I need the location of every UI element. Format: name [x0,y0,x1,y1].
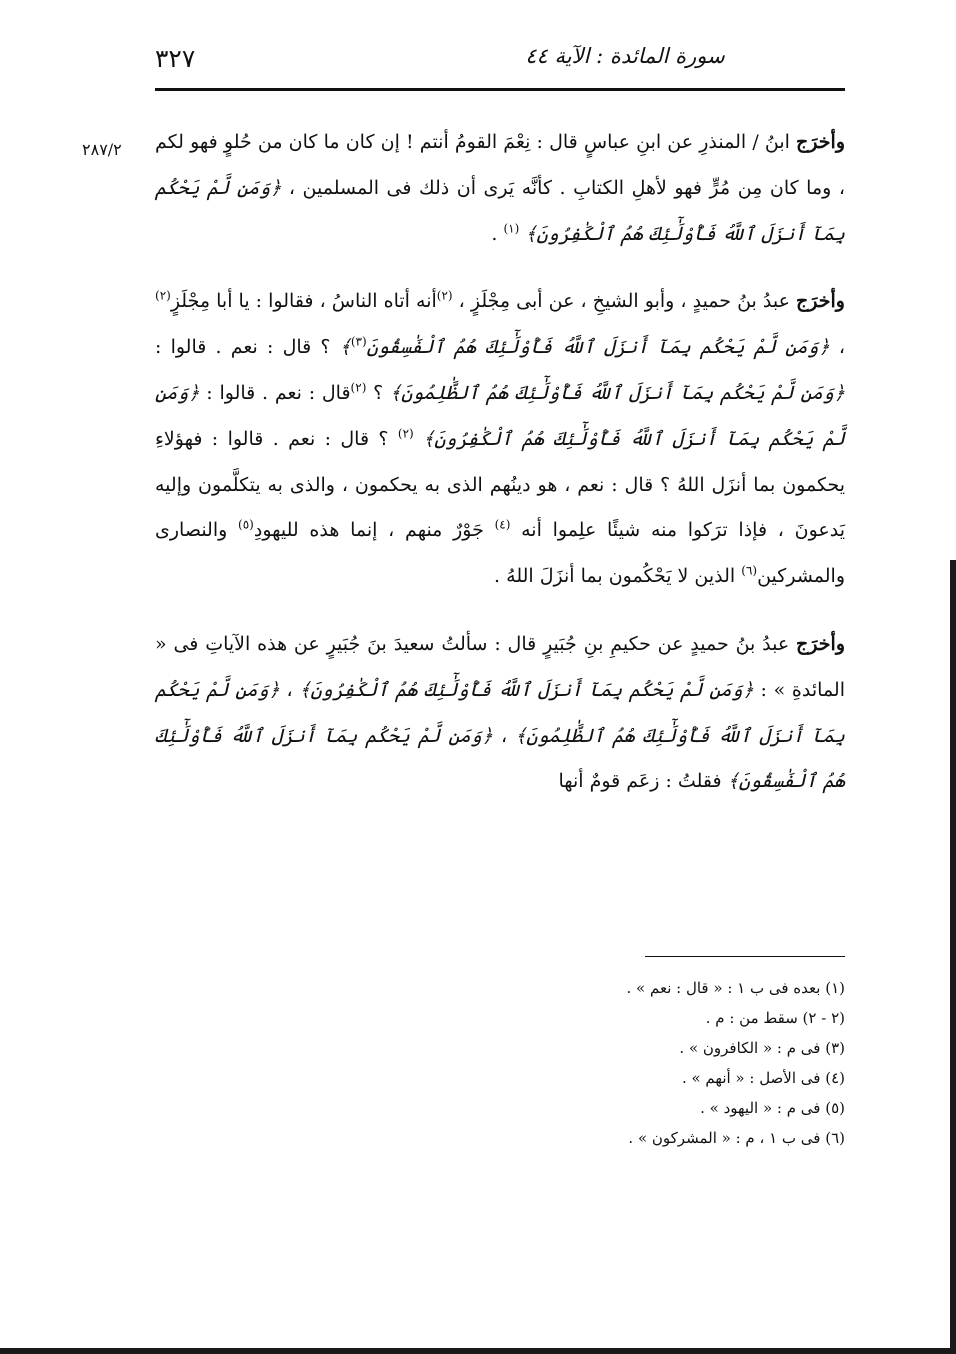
text-run: فقلتُ : زعَم قومٌ أنها [558,770,728,793]
page-number: ٣٢٧ [155,44,196,73]
text-run: ، [492,724,516,747]
text-run: ، [279,678,300,701]
main-text [155,120,845,805]
quran-verse: ﴿وَمَن لَّمْ يَحْكُم بِمَآ أَنزَلَ ٱللَّهُ فَأُوْلَٰٓئِكَ هُمُ ٱلْفَٰسِقُونَ [366,336,830,359]
quran-verse: ﴿وَمَن لَّمْ يَحْكُم بِمَآ أَنزَلَ ٱللَّهُ فَأُوْلَٰٓئِكَ هُمُ ٱلظَّٰلِمُونَ﴾ [390,381,845,404]
footnote-marker: (٥) [238,518,254,533]
paragraph-lead-word: وأخرَج [796,290,845,313]
scan-right-edge [950,560,956,1354]
quran-verse: ﴿وَمَن لَّمْ يَحْكُم بِمَآ أَنزَلَ ٱللَّهُ فَأُوْلَٰٓئِكَ هُمُ ٱلْكَٰفِرُونَ﴾ [155,176,845,245]
paragraph-1 [155,120,845,257]
text-run: ابنُ / المنذرِ عن ابنِ عباسٍ قال : نِعْمَ القومُ أنتم ! إن كان ما كان من حُلوٍ فهو لكم ، وما كان مِن مُرٍّ فهو لأهلِ الكتابِ . كأنَّه يَرى أن ذلك فى المسلمين ، [155,131,845,199]
page-header [155,42,845,82]
footnote-4: (٤) فى الأصل : « أنهم » . [681,1069,845,1087]
scan-bottom-edge [0,1348,956,1354]
margin-reference: ٢٨٧/٢ [82,140,122,159]
header-rule [155,88,845,91]
text-run: ؟ قال : نعم . قالوا : فهؤلاءِ يحكمون بما أنزَل اللهُ ؟ قال : نعم ، هو دينُهم الذى به يحكمون ، والذى به يتكلَّمون وإليه يَدعونَ ، فإذا ترَكوا منه شيئًا علِموا أنه [155,427,845,542]
footnote-marker: (٢) [350,380,367,395]
text-run: جَوْرٌ منهم ، إنما هذه لليهودِ [253,519,495,542]
text-run: عبدُ بنُ حميدٍ عن حكيمِ بنِ جُبَيرٍ قال : سألتُ سعيدَ بنَ جُبَيرٍ عن هذه الآياتِ فى « المائدةِ » : [155,632,845,701]
paragraph-3 [155,622,845,805]
paragraph-lead-word: وأخرَج [796,131,845,153]
text-run: أنه أتاه الناسُ ، فقالوا : يا أبا مِجْلَزٍ [170,290,437,313]
text-run: قال : نعم . قالوا : [199,381,351,404]
text-run: ، [829,336,846,359]
paragraph-lead-word: وأخرَج [796,632,845,655]
text-run: . [491,222,504,245]
footnote-2: (٢ - ٢) سقط من : م . [705,1009,845,1027]
footnotes [355,973,845,1153]
footnote-5: (٥) فى م : « اليهود » . [700,1099,845,1117]
quran-verse: ﴿وَمَن لَّمْ يَحْكُم بِمَآ أَنزَلَ ٱللَّهُ فَأُوْلَٰٓئِكَ هُمُ ٱلْفَٰسِقُونَ﴾ [155,724,845,793]
text-run: والنصارى والمشركين [155,519,845,588]
footnote-rule [645,956,845,957]
footnote-marker: (١) [503,221,520,236]
quran-verse: ﴿وَمَن لَّمْ يَحْكُم بِمَآ أَنزَلَ ٱللَّهُ فَأُوْلَٰٓئِكَ هُمُ ٱلْكَٰفِرُونَ﴾ [155,381,846,450]
text-run: الذين لا يَحْكُمون بما أنزَلَ اللهُ . [494,565,742,588]
quran-verse: ﴾ [339,336,351,359]
running-title: سورة المائدة : الآية ٤٤ [525,44,725,68]
footnote-marker: (٤) [494,518,511,533]
quran-verse: ﴿وَمَن لَّمْ يَحْكُم بِمَآ أَنزَلَ ٱللَّهُ فَأُوْلَٰٓئِكَ هُمُ ٱلظَّٰلِمُونَ﴾ [155,678,845,747]
footnote-marker: (٢) [397,426,414,441]
footnote-marker: (٢) [436,289,453,304]
text-run: ؟ قال : نعم . قالوا : [155,336,340,359]
footnote-marker: (٣) [350,334,367,349]
footnote-marker: (٢) [155,289,171,304]
footnote-marker: (٦) [741,563,758,578]
text-run: عبدُ بنُ حميدٍ ، وأبو الشيخِ ، عن أبى مِجْلَزٍ ، [452,290,797,313]
text-run [414,428,423,450]
paragraph-2 [155,279,845,600]
footnote-1: (١) بعده فى ب ١ : « قال : نعم » . [626,979,845,997]
footnote-3: (٣) فى م : « الكافرون » . [679,1039,845,1057]
text-run: ؟ [366,381,391,404]
footnote-6: (٦) فى ب ١ ، م : « المشركون » . [628,1129,845,1147]
quran-verse: ﴿وَمَن لَّمْ يَحْكُم بِمَآ أَنزَلَ ٱللَّهُ فَأُوْلَٰٓئِكَ هُمُ ٱلْكَٰفِرُونَ﴾ [299,678,754,701]
